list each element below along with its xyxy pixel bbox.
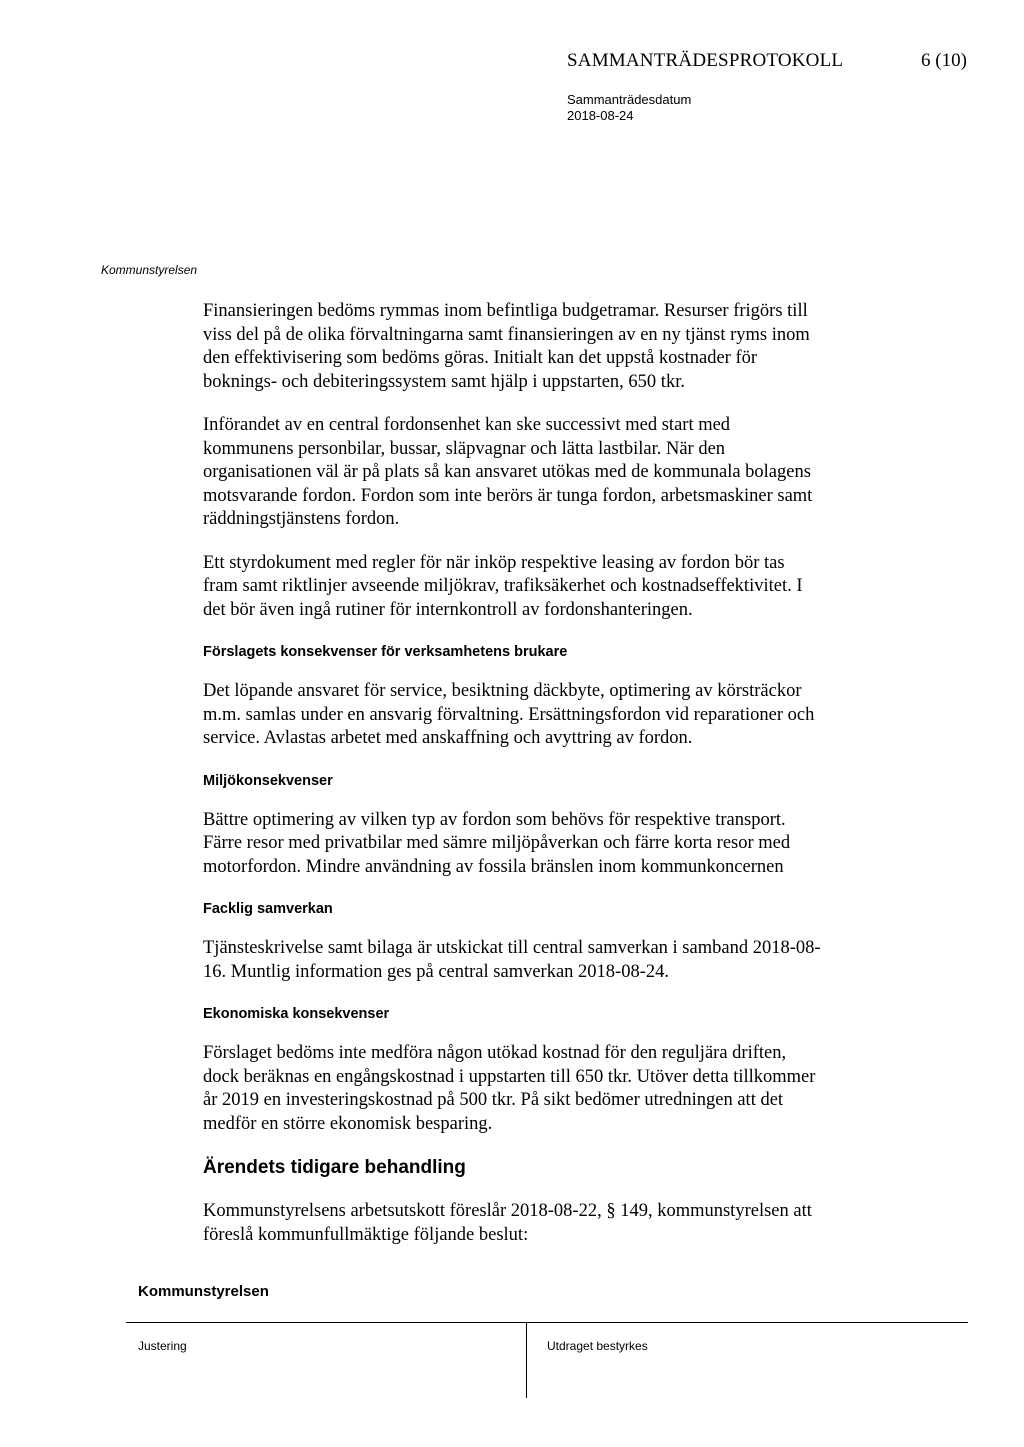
page-number: 6 (10) (921, 50, 967, 71)
text-line: Finansieringen bedöms rymmas inom befintliga budgetramar. Resurser frigörs till (203, 301, 808, 321)
document-type: SAMMANTRÄDESPROTOKOLL (567, 50, 844, 71)
text-line: Färre resor med privatbilar med sämre miljöpåverkan och färre korta resor med (203, 833, 791, 853)
text-line: Ett styrdokument med regler för när inköp respektive leasing av fordon bör tas (203, 552, 785, 573)
paragraph-economic (203, 1042, 893, 1136)
text-line: det bör även ingå rutiner för internkontroll av fordonshanteringen. (203, 599, 693, 620)
text-line: år 2019 en investeringskostnad på 500 tkr. På sikt bedömer utredningen att det (203, 1090, 784, 1110)
text-line: 16. Muntlig information ges på central samverkan 2018-08-24. (203, 961, 669, 982)
text-line: service. Avlastas arbetet med anskaffning och avyttring av fordon. (203, 728, 693, 748)
paragraph-user-consequences (203, 680, 893, 751)
text-line: Införandet av en central fordonsenhet kan ske successivt med start med (203, 415, 731, 435)
text-line: organisationen väl är på plats så kan ansvaret utökas med de kommunala bolagens (203, 462, 811, 482)
text-line: Det löpande ansvaret för service, besiktning däckbyte, optimering av körsträckor (203, 681, 802, 701)
paragraph-introduction (203, 414, 893, 532)
text-line: föreslå kommunfullmäktige följande beslut: (203, 1224, 529, 1245)
text-line: kommunens personbilar, bussar, släpvagnar och lätta lastbilar. När den (203, 438, 726, 459)
text-line: motsvarande fordon. Fordon som inte berörs är tunga fordon, arbetsmaskiner samt (203, 485, 813, 506)
section-heading-environment: Miljökonsekvenser (203, 772, 333, 789)
text-line: den effektivisering som bedöms göras. Initialt kan det uppstå kostnader för (203, 348, 758, 368)
paragraph-environment (203, 809, 893, 880)
organization-header: Kommunstyrelsen (101, 263, 198, 277)
meeting-date: 2018-08-24 (567, 108, 634, 123)
text-line: Förslaget bedöms inte medföra någon utökad kostnad för den reguljära driften, (203, 1043, 787, 1063)
text-line: fram samt riktlinjer avseende miljökrav, trafiksäkerhet och kostnadseffektivitet. I (203, 576, 803, 596)
text-line: dock beräknas en engångskostnad i uppstarten till 650 tkr. Utöver detta tillkommer (203, 1066, 816, 1087)
document-body (203, 300, 893, 1267)
section-heading-union: Facklig samverkan (203, 901, 333, 917)
paragraph-union (203, 937, 893, 984)
text-line: Tjänsteskrivelse samt bilaga är utskickat till central samverkan i samband 2018-08- (203, 938, 821, 958)
footer-organization: Kommunstyrelsen (138, 1283, 269, 1300)
text-line: medför en större ekonomisk besparing. (203, 1113, 493, 1134)
text-line: Kommunstyrelsens arbetsutskott föreslår 2018-08-22, § 149, kommunstyrelsen att (203, 1201, 812, 1221)
footer-rule (126, 1322, 968, 1323)
meeting-date-label: Sammanträdesdatum (567, 92, 692, 107)
paragraph-previous-handling (203, 1200, 893, 1247)
text-line: Bättre optimering av vilken typ av fordon som behövs för respektive transport. (203, 809, 786, 830)
text-line: m.m. samlas under en ansvarig förvaltning. Ersättningsfordon vid reparationer och (203, 704, 815, 725)
section-heading-user-consequences: Förslagets konsekvenser för verksamhetens brukare (203, 644, 568, 660)
utdrag-field-label: Utdraget bestyrkes (547, 1339, 648, 1353)
paragraph-governing-document (203, 552, 893, 623)
text-line: räddningstjänstens fordon. (203, 509, 400, 529)
text-line: motorfordon. Mindre användning av fossila bränslen inom kommunkoncernen (203, 856, 784, 877)
section-heading-economic: Ekonomiska konsekvenser (203, 1006, 390, 1022)
text-line: viss del på de olika förvaltningarna samt finansieringen av en ny tjänst ryms inom (203, 324, 810, 345)
paragraph-financing (203, 300, 893, 394)
justering-field-label: Justering (138, 1339, 187, 1353)
text-line: boknings- och debiteringssystem samt hjälp i uppstarten, 650 tkr. (203, 371, 685, 392)
footer-divider (526, 1322, 527, 1398)
section-heading-previous-handling: Ärendets tidigare behandling (203, 1157, 466, 1178)
